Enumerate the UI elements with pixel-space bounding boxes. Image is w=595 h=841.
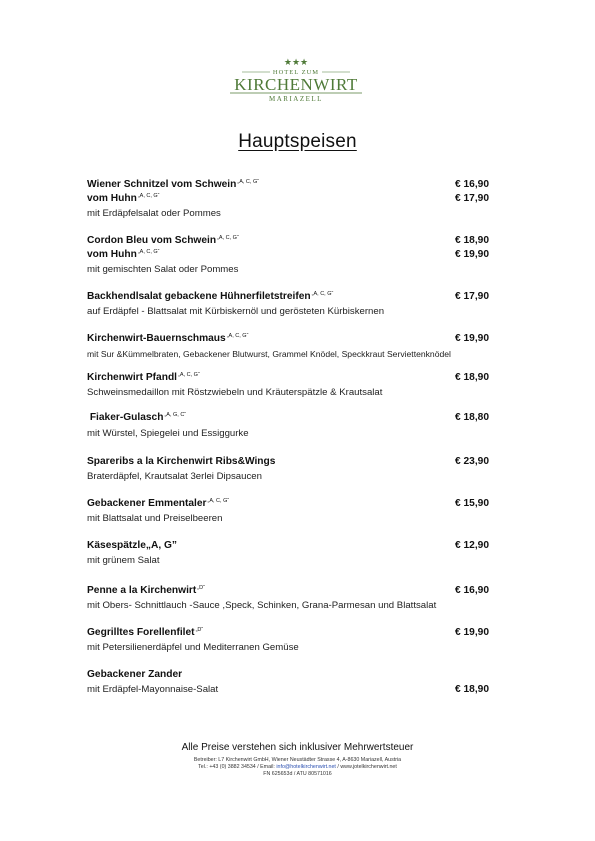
footer-registration: FN 625653d / ATU 80571016	[263, 771, 332, 777]
dish-price: € 23,90	[455, 456, 489, 467]
dish-name: Käsespätzle„A, G”	[87, 540, 178, 551]
dish-price: € 17,90	[455, 193, 489, 204]
dish-name: Spareribs a la Kirchenwirt Ribs&Wings	[87, 456, 276, 467]
dish-price: € 18,80	[455, 412, 489, 423]
dish-description: mit Sur &Kümmelbraten, Gebackener Blutwurst, Grammel Knödel, Speckkraut Serviettenknödel	[87, 349, 451, 359]
dish-name: Kirchenwirt-Bauernschmaus$^{„A, C, G“}$	[87, 333, 249, 344]
dish-name: Gebackener Zander	[87, 669, 183, 680]
dish-price: € 18,90	[455, 372, 489, 383]
page-title: Hauptspeisen	[238, 131, 357, 152]
dish-price: € 17,90	[455, 291, 489, 302]
dish-description: mit Erdäpfelsalat oder Pommes	[87, 208, 221, 219]
dish-description: mit Erdäpfel-Mayonnaise-Salat	[87, 684, 219, 695]
dish-description: mit Obers- Schnittlauch -Sauce ,Speck, Schinken, Grana-Parmesan und Blattsalat	[87, 600, 437, 611]
dish-name: Fiaker-Gulasch$^{„A, G, C“}$	[87, 412, 187, 423]
logo-sub: MARIAZELL	[269, 95, 323, 102]
dish-price: € 15,90	[455, 498, 489, 509]
dish-description: mit gemischten Salat oder Pommes	[87, 264, 239, 275]
dish-name: Kirchenwirt Pfandl$^{„A, C, G“}$	[87, 372, 200, 383]
dish-price: € 19,90	[455, 333, 489, 344]
dish-price: € 16,90	[455, 585, 489, 596]
dish-price: € 16,90	[455, 179, 489, 190]
dish-description: auf Erdäpfel - Blattsalat mit Kürbiskernöl und gerösteten Kürbiskernen	[87, 306, 385, 317]
dish-description: mit Petersilienerdäpfel und Mediterranen Gemüse	[87, 642, 299, 653]
dish-description: Schweinsmedaillon mit Röstzwiebeln und Kräuterspätzle & Krautsalat	[87, 387, 383, 398]
dish-name: vom Huhn$^{„A, C, G“}$	[87, 193, 160, 204]
dish-name: Gegrilltes Forellenfilet$^{„D“}$	[87, 627, 204, 638]
logo-name: KIRCHENWIRT	[234, 75, 358, 94]
dish-price: € 18,90	[455, 684, 489, 695]
dish-price: € 18,90	[455, 235, 489, 246]
dish-name: Penne a la Kirchenwirt$^{„D“}$	[87, 585, 205, 596]
dish-description: Braterdäpfel, Krautsalat 3erlei Dipsaucen	[87, 471, 262, 482]
dish-description: mit Blattsalat und Preiselbeeren	[87, 513, 223, 524]
dish-price: € 19,90	[455, 627, 489, 638]
logo-stars: ★★★	[283, 58, 309, 68]
dish-description: mit Würstel, Spiegelei und Essiggurke	[87, 428, 249, 439]
hotel-logo	[226, 56, 366, 102]
dish-description: mit grünem Salat	[87, 555, 160, 566]
dish-name: Gebackener Emmentaler$^{„A, C, G“}$	[87, 498, 230, 509]
dish-name: Cordon Bleu vom Schwein$^{„A, C, G“}$	[87, 235, 239, 246]
dish-price: € 12,90	[455, 540, 489, 551]
dish-name: Backhendlsalat gebackene Hühnerfiletstreifen$^{„A, C, G“}$	[87, 291, 334, 302]
footer-vat-note: Alle Preise verstehen sich inklusiver Mehrwertsteuer	[181, 742, 414, 753]
email-link[interactable]: info@hotelkirchenwirt.net	[276, 764, 336, 770]
dish-name: vom Huhn$^{„A, C, G“}$	[87, 249, 160, 260]
footer-contact: Tel.: +43 (0) 3882 34534 / Email: info@hotelkirchenwirt.net / www.jotelkirchenwirt.net	[198, 764, 397, 770]
dish-name: Wiener Schnitzel vom Schwein$^{„A, C, G“}$	[87, 179, 260, 190]
dish-price: € 19,90	[455, 249, 489, 260]
logo-top: HOTEL ZUM	[272, 69, 320, 76]
footer-operator: Betreiber: L7 Kirchenwirt GmbH, Wiener Neustädter Strasse 4, A-8630 Mariazell, Austria	[193, 757, 402, 763]
